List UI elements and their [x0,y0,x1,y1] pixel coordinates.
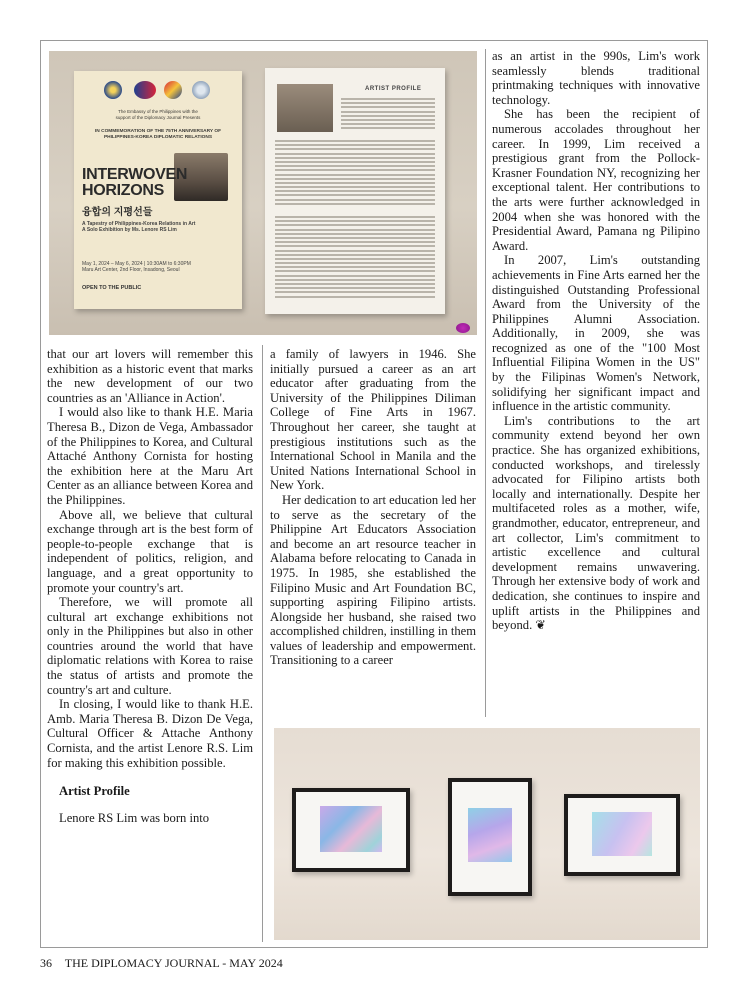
poster-open-to-public: OPEN TO THE PUBLIC [82,285,142,291]
article-column-2 [270,347,476,668]
poster-logos [104,81,214,103]
poster-venue: Maru Art Center, 2nd Floor, Insadong, Seoul [82,267,180,273]
exhibition-posters-photo [49,51,477,335]
paragraph [492,414,700,633]
artist-photo [277,84,333,132]
article-column-3 [492,49,700,633]
anniversary-75-logo-icon [134,81,156,99]
poster-commemoration: IN COMMEMORATION OF THE 75TH ANNIVERSARY OF PHILIPPINES-KOREA DIPLOMATIC RELATIONS [94,129,222,140]
poster-header-line1: The Embassy of the Philippines with the [118,109,198,114]
orchid-flower [456,323,470,333]
framed-print [564,794,680,876]
paragraph-text: Lim's contributions to the art community extend beyond her own practice. She has organized exhibitions, conducted workshops, and tirelessly advocated for Filipino artists both locally and internationally. Despite her multifaceted roles as a mother, wife, grandmother, educator, entrepreneur, and art collector, Lim's commitment to artistic excellence and cultural development remains unwavering. Through her extensive body of work and dedication, she continues to inspire and uplift artists in the Philippines and beyond. [492,413,700,633]
paragraph: Above all, we believe that cultural exchange through art is the best form of people-to-people exchange that is independent of politics, religion, and language, and a great opportunity to promote your country's art. [47,507,253,595]
artist-profile-poster [265,68,445,314]
poster-title-line1: INTERWOVEN [82,166,188,183]
paragraph: as an artist in the 990s, Lim's work seamlessly blends traditional printmaking techniques with innovative technology. [492,49,700,107]
poster-dates: May 1, 2024 – May 6, 2024 | 10:30AM to 6:30PM [82,261,191,267]
column-rule [262,345,263,942]
paragraph: She has been the recipient of numerous accolades throughout her career. In 1999, Lim received a prestigious grant from the Pollock-Krasner Foundation NY, recognizing her exceptional talent. Her contributions to the arts were further acknowledged in 2004 when she was honored with the Presidential Award, Pamana ng Pilipino Award. [492,107,700,253]
profile-text-block [275,140,435,207]
poster-title-korean: 융합의 지평선들 [82,207,153,218]
poster-subtitle-line2: A Solo Exhibition by Ms. Lenore RS Lim [82,227,177,233]
paragraph: a family of lawyers in 1946. She initially pursued a career as an art educator after graduating from the University of the Philippines Diliman College of Fine Arts in 1967. Throughout her career, she taught at prestigious institutions such as the International School in Manila and the United Nations International School in New York. [270,347,476,493]
framed-prints-photo [274,728,700,940]
framed-print [292,788,410,872]
poster-subtitle-line1: A Tapestry of Philippines-Korea Relations in Art [82,221,196,227]
exhibition-poster [74,71,242,309]
end-mark-icon: ❦ [535,618,546,633]
paragraph: that our art lovers will remember this exhibition as a historic event that marks the new development of our two countries as an 'Alliance in Action'. [47,347,253,405]
poster-title-line2: HORIZONS [82,182,165,199]
paragraph: I would also like to thank H.E. Maria Theresa B., Dizon de Vega, Ambassador of the Philippines to Korea, and Cultural Attaché Anthony Cornista for hosting the exhibition here at the Maru Art Center as an alliance between Korea and the Philippines. [47,405,253,507]
publication-name: THE DIPLOMACY JOURNAL - MAY 2024 [64,956,283,970]
profile-text-block [341,98,435,132]
paragraph: Therefore, we will promote all cultural art exchange exhibitions not only in the Philippines but also in other countries around the world that have diplomatic relations with Korea to raise the status of artists and promote the country's art and culture. [47,595,253,697]
article-column-1 [47,347,253,825]
seal-icon [104,81,122,99]
page-number: 36 [40,956,52,970]
paragraph: Her dedication to art education led her to serve as the secretary of the Philippine Art Educators Association and become an art resource teacher in Alabama before relocating to Canada in 1975. In 1985, she established the Filipino Music and Art Foundation BC, supporting aspiring Filipino artists. Alongside her husband, she raised two accomplished children, instilling in them values of leadership and empowerment. Transitioning to a career [270,492,477,668]
framed-print [448,778,532,896]
poster-header-line2: support of the Diplomacy Journal Presents [115,114,201,120]
journal-logo-icon [192,81,210,99]
column-rule [485,49,486,717]
abstract-print [320,806,382,852]
paragraph: In closing, I would like to thank H.E. Amb. Maria Theresa B. Dizon De Vega, Cultural Officer & Attache Anthony Cornista, and the artist Lenore R.S. Lim for making this exhibition possible. [47,697,253,770]
page-footer [40,956,293,971]
abstract-print [468,808,512,862]
artist-profile-heading: ARTIST PROFILE [365,86,422,92]
paragraph: In 2007, Lim's outstanding achievements in Fine Arts earned her the distinguished Outstanding Professional Award from the University of the Philippines Alumni Association. Additionally, in 2009, she was recognized as one of the "100 Most Influential Filipina Women in the US" by the Filipinas Women's Network, solidifying her significant impact and influence in the artistic community. [492,253,700,414]
artist-profile-subhead: Artist Profile [59,784,130,799]
flag-ribbon-icon [164,81,182,99]
abstract-print [592,812,652,856]
paragraph: Lenore RS Lim was born into [59,810,210,825]
profile-korean-text-block [275,216,435,300]
